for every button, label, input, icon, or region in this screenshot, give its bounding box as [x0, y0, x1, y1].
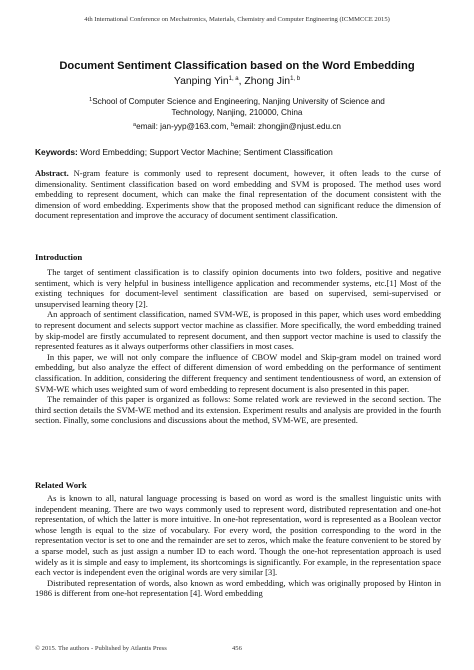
paragraph: An approach of sentiment classification, named SVM-WE, is proposed in this paper, which uses word embedding to represent document and selects support vector machine as classifier. More specifically, the word embedding trained by skip-model are firstly accumulated to represent document, and then support vector machine is used to classify the represented features as it always outperforms other classifiers in most cases.: [35, 309, 441, 352]
author-line: Yanping Yin$^{1, a}$, Zhong Jin$^{1, b}$: [173, 76, 301, 87]
author-affil-sup: 1, b: [290, 76, 301, 82]
paragraph: The target of sentiment classification is to classify opinion documents into two folders, positive and negative sentiment, which is very helpful in business intelligence application and recommender systems, etc.[1] Most of the existing techniques for document-level sentiment classification are based on supervised, semi-supervised or unsupervised learning theory [2].: [35, 267, 441, 309]
email-line: [0, 122, 474, 131]
page-number: 456: [232, 645, 242, 652]
abstract: [35, 168, 441, 221]
author-affil-sup: 1, a: [228, 76, 239, 82]
keywords-label: Keywords:: [35, 147, 78, 157]
paragraph: As is known to all, natural language processing is based on word as word is the smallest linguistic units with independent meaning. There are two ways commonly used to represent word, distributed representation and one-hot representation, of which the latter is more intuitive. In one-hot representation, word is represented as a Boolean vector whose length is equal to the size of vocabulary. For every word, the position corresponding to the word in the representation vector is set to one and the remainder are set to zeros, which make the feature convenient to be stored by a sparse model, such as just assign a number ID to each word. Though the one-hot representation approach is used widely as it is simple and easy to implement, its shortcomings is significantly. For example, in the representation space each vector is independent even the original words are very similar [3].: [35, 493, 441, 578]
affiliation-text: School of Computer Science and Engineering, Nanjing University of Science and Technology, Nanjing, 210000, China: [92, 97, 385, 117]
related-work-body: [35, 493, 441, 599]
keywords: [35, 147, 445, 157]
introduction-body: [35, 267, 441, 426]
email-a: email: jan-yyp@163.com,: [136, 122, 229, 131]
email-sup-a: a: [133, 122, 137, 128]
section-heading-introduction: Introduction: [35, 252, 83, 262]
author-name: Zhong Jin: [244, 76, 291, 87]
abstract-text: N-gram feature is commonly used to represent document, however, it often leads to the curse of dimensionality. Sentiment classification based on word embedding and SVM is proposed. The method uses word embedding to represent document, which can make the final representation of the document consistent with the dimension of word embedding. Experiments show that the proposed method can significant reduce the dimension of document representation and improve the accuracy of document sentiment classification.: [35, 168, 441, 221]
keywords-text: Word Embedding; Support Vector Machine; Sentiment Classification: [80, 147, 333, 157]
paper-title: Document Sentiment Classification based on the Word Embedding: [59, 60, 415, 72]
email-b: email: zhongjin@njust.edu.cn: [233, 122, 341, 131]
author-name: Yanping Yin: [173, 76, 229, 87]
section-heading-related-work: Related Work: [35, 480, 87, 490]
paragraph: In this paper, we will not only compare the influence of CBOW model and Skip-gram model on trained word embedding, but also analyze the effect of different dimension of word embedding on the performance of sentiment classification. In addition, considering the different frequency and sentiment tendentiousness of word, an extension of SVM-WE which uses weighted sum of word embedding to represent document is also presented in this paper.: [35, 351, 441, 394]
copyright: © 2015. The authors - Published by Atlantis Press: [35, 645, 167, 652]
abstract-label: Abstract.: [35, 168, 69, 178]
page-footer: [35, 645, 242, 652]
affiliation-sup: 1: [89, 97, 93, 103]
paragraph: Distributed representation of words, also known as word embedding, which was originally proposed by Hinton in 1986 is different from one-hot representation [4]. Word embedding: [35, 577, 441, 599]
affiliation: [70, 95, 404, 118]
conference-header: 4th International Conference on Mechatronics, Materials, Chemistry and Computer Engineering (ICMMCCE 2015): [84, 16, 390, 23]
email-sup-b: b: [230, 122, 234, 128]
paragraph: The remainder of this paper is organized as follows: Some related work are reviewed in the second section. The third section details the SVM-WE method and its extension. Experiment results and analysis are provided in the fourth section. Finally, some conclusions and discussions about the method, SVM-WE, are presented.: [35, 394, 441, 426]
